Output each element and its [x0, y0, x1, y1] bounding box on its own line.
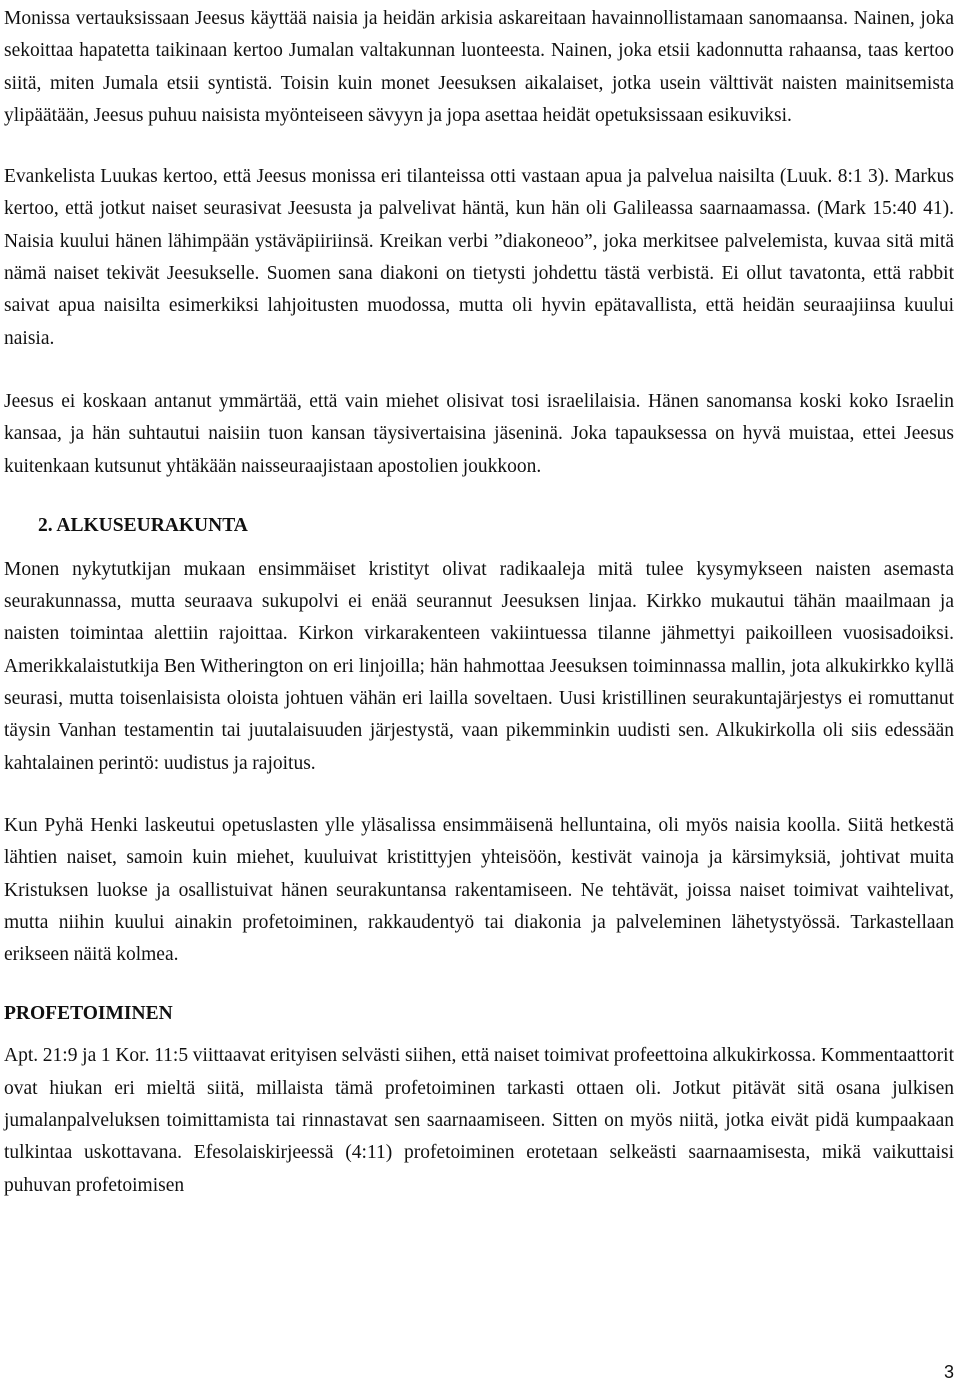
page-number: 3: [943, 1362, 954, 1382]
subheading-profetoiminen: PROFETOIMINEN: [4, 1003, 173, 1025]
paragraph-1: Monissa vertauksissaan Jeesus käyttää naisia ja heidän arkisia askareitaan havainnollistamaan sanomaansa. Nainen, joka sekoittaa hapatetta taikinaan kertoo Jumalan valtakunnan luonteesta. Nainen, joka etsii kadonnutta rahaansa, taas kertoo siitä, miten Jumala etsii syntistä. Toisin kuin monet Jeesuksen aikalaiset, jotka usein välttivät naisten mainitsemista ylipäätään, Jeesus puhuu naisista myönteiseen sävyyn ja jopa asettaa heidät opetuksissaan esikuviksi.: [4, 8, 954, 126]
section-heading-alkuseurakunta: 2. ALKUSEURAKUNTA: [38, 514, 248, 536]
paragraph-3: Jeesus ei koskaan antanut ymmärtää, että vain miehet olisivat tosi israelilaisia. Hänen sanomansa koski koko Israelin kansaa, ja hän suhtautui naisiin tuon kansan täysivertaisina jäseninä. Joka tapauksessa on hyvä muistaa, ettei Jeesus kuitenkaan kutsunut yhtäkään naisseuraajistaan apostolien joukkoon.: [4, 390, 954, 477]
paragraph-6: Apt. 21:9 ja 1 Kor. 11:5 viittaavat erityisen selvästi siihen, että naiset toimivat profeettoina alkukirkossa. Kommentaattorit ovat hiukan eri mieltä siitä, millaista tämä profetoiminen tarkasti ottaen oli. Jotkut pitävät sitä osana julkisen jumalanpalveluksen toimittamista tai rinnastavat sen saarnaamiseen. Sitten on myös niitä, jotka eivät pidä kumpaakaan tulkintaa uskottavana. Efesolaiskirjeessä (4:11) profetoiminen erotetaan selkeästi saarnaamisesta, mikä vaikuttaisi puhuvan profetoimisen: [4, 1045, 954, 1196]
paragraph-2: Evankelista Luukas kertoo, että Jeesus monissa eri tilanteissa otti vastaan apua ja palvelua naisilta (Luuk. 8:1 3). Markus kertoo, että jotkut naiset seurasivat Jeesusta ja palvelivat häntä, kun hän oli Galileassa saarnaamassa. (Mark 15:40 41). Naisia kuului hänen lähimpään ystäväpiiriinsä. Kreikan verbi ”diakoneoo”, joka merkitsee palvelemista, kuvaa sitä mitä nämä naiset tekivät Jeesukselle. Suomen sana diakoni on tietysti johdettu tästä verbistä. Ei ollut tavatonta, että rabbit saivat apua naisilta esimerkiksi lahjoitusten muodossa, mutta oli hyvin epätavallista, että heidän seuraajiinsa kuului naisia.: [4, 166, 954, 349]
paragraph-5: Kun Pyhä Henki laskeutui opetuslasten ylle yläsalissa ensimmäisenä helluntaina, oli myös naisia koolla. Siitä hetkestä lähtien naiset, samoin kuin miehet, kuuluivat kristittyjen yhteisöön, kestivät vainoja ja kärsimyksiä, johtivat muita Kristuksen luokse ja osallistuivat hänen seurakuntansa rakentamiseen. Ne tehtävät, joissa naiset toimivat vaihtelivat, mutta niihin kuului ainakin profetoiminen, rakkaudentyö tai diakonia ja palveleminen lähetystyössä. Tarkastellaan erikseen näitä kolmea.: [4, 814, 954, 966]
document-page: [4, 0, 954, 1202]
paragraph-4: Monen nykytutkijan mukaan ensimmäiset kristityt olivat radikaaleja mitä tulee kysymykseen naisten asemasta seurakunnassa, mutta seuraava sukupolvi ei enää seurannut Jeesuksen linjaa. Kirkko mukautui tähän maailmaan ja naisten toimintaa alettiin rajoittaa. Kirkon virkarakenteen vakiintuessa tilanne jähmettyi paikoilleen vuosisadoiksi. Amerikkalaistutkija Ben Witherington on eri linjoilla; hän hahmottaa Jeesuksen toiminnassa mallin, jota alkukirkko kyllä seurasi, mutta toisenlaisista oloista johtuen vähän eri lailla soveltaen. Uusi kristillinen seurakuntajärjestys ei romuttanut täysin Vanhan testamentin tai juutalaisuuden järjestystä, vaan pikemminkin uudisti sen. Alkukirkolla oli siis edessään kahtalainen perintö: uudistus ja rajoitus.: [4, 558, 954, 774]
